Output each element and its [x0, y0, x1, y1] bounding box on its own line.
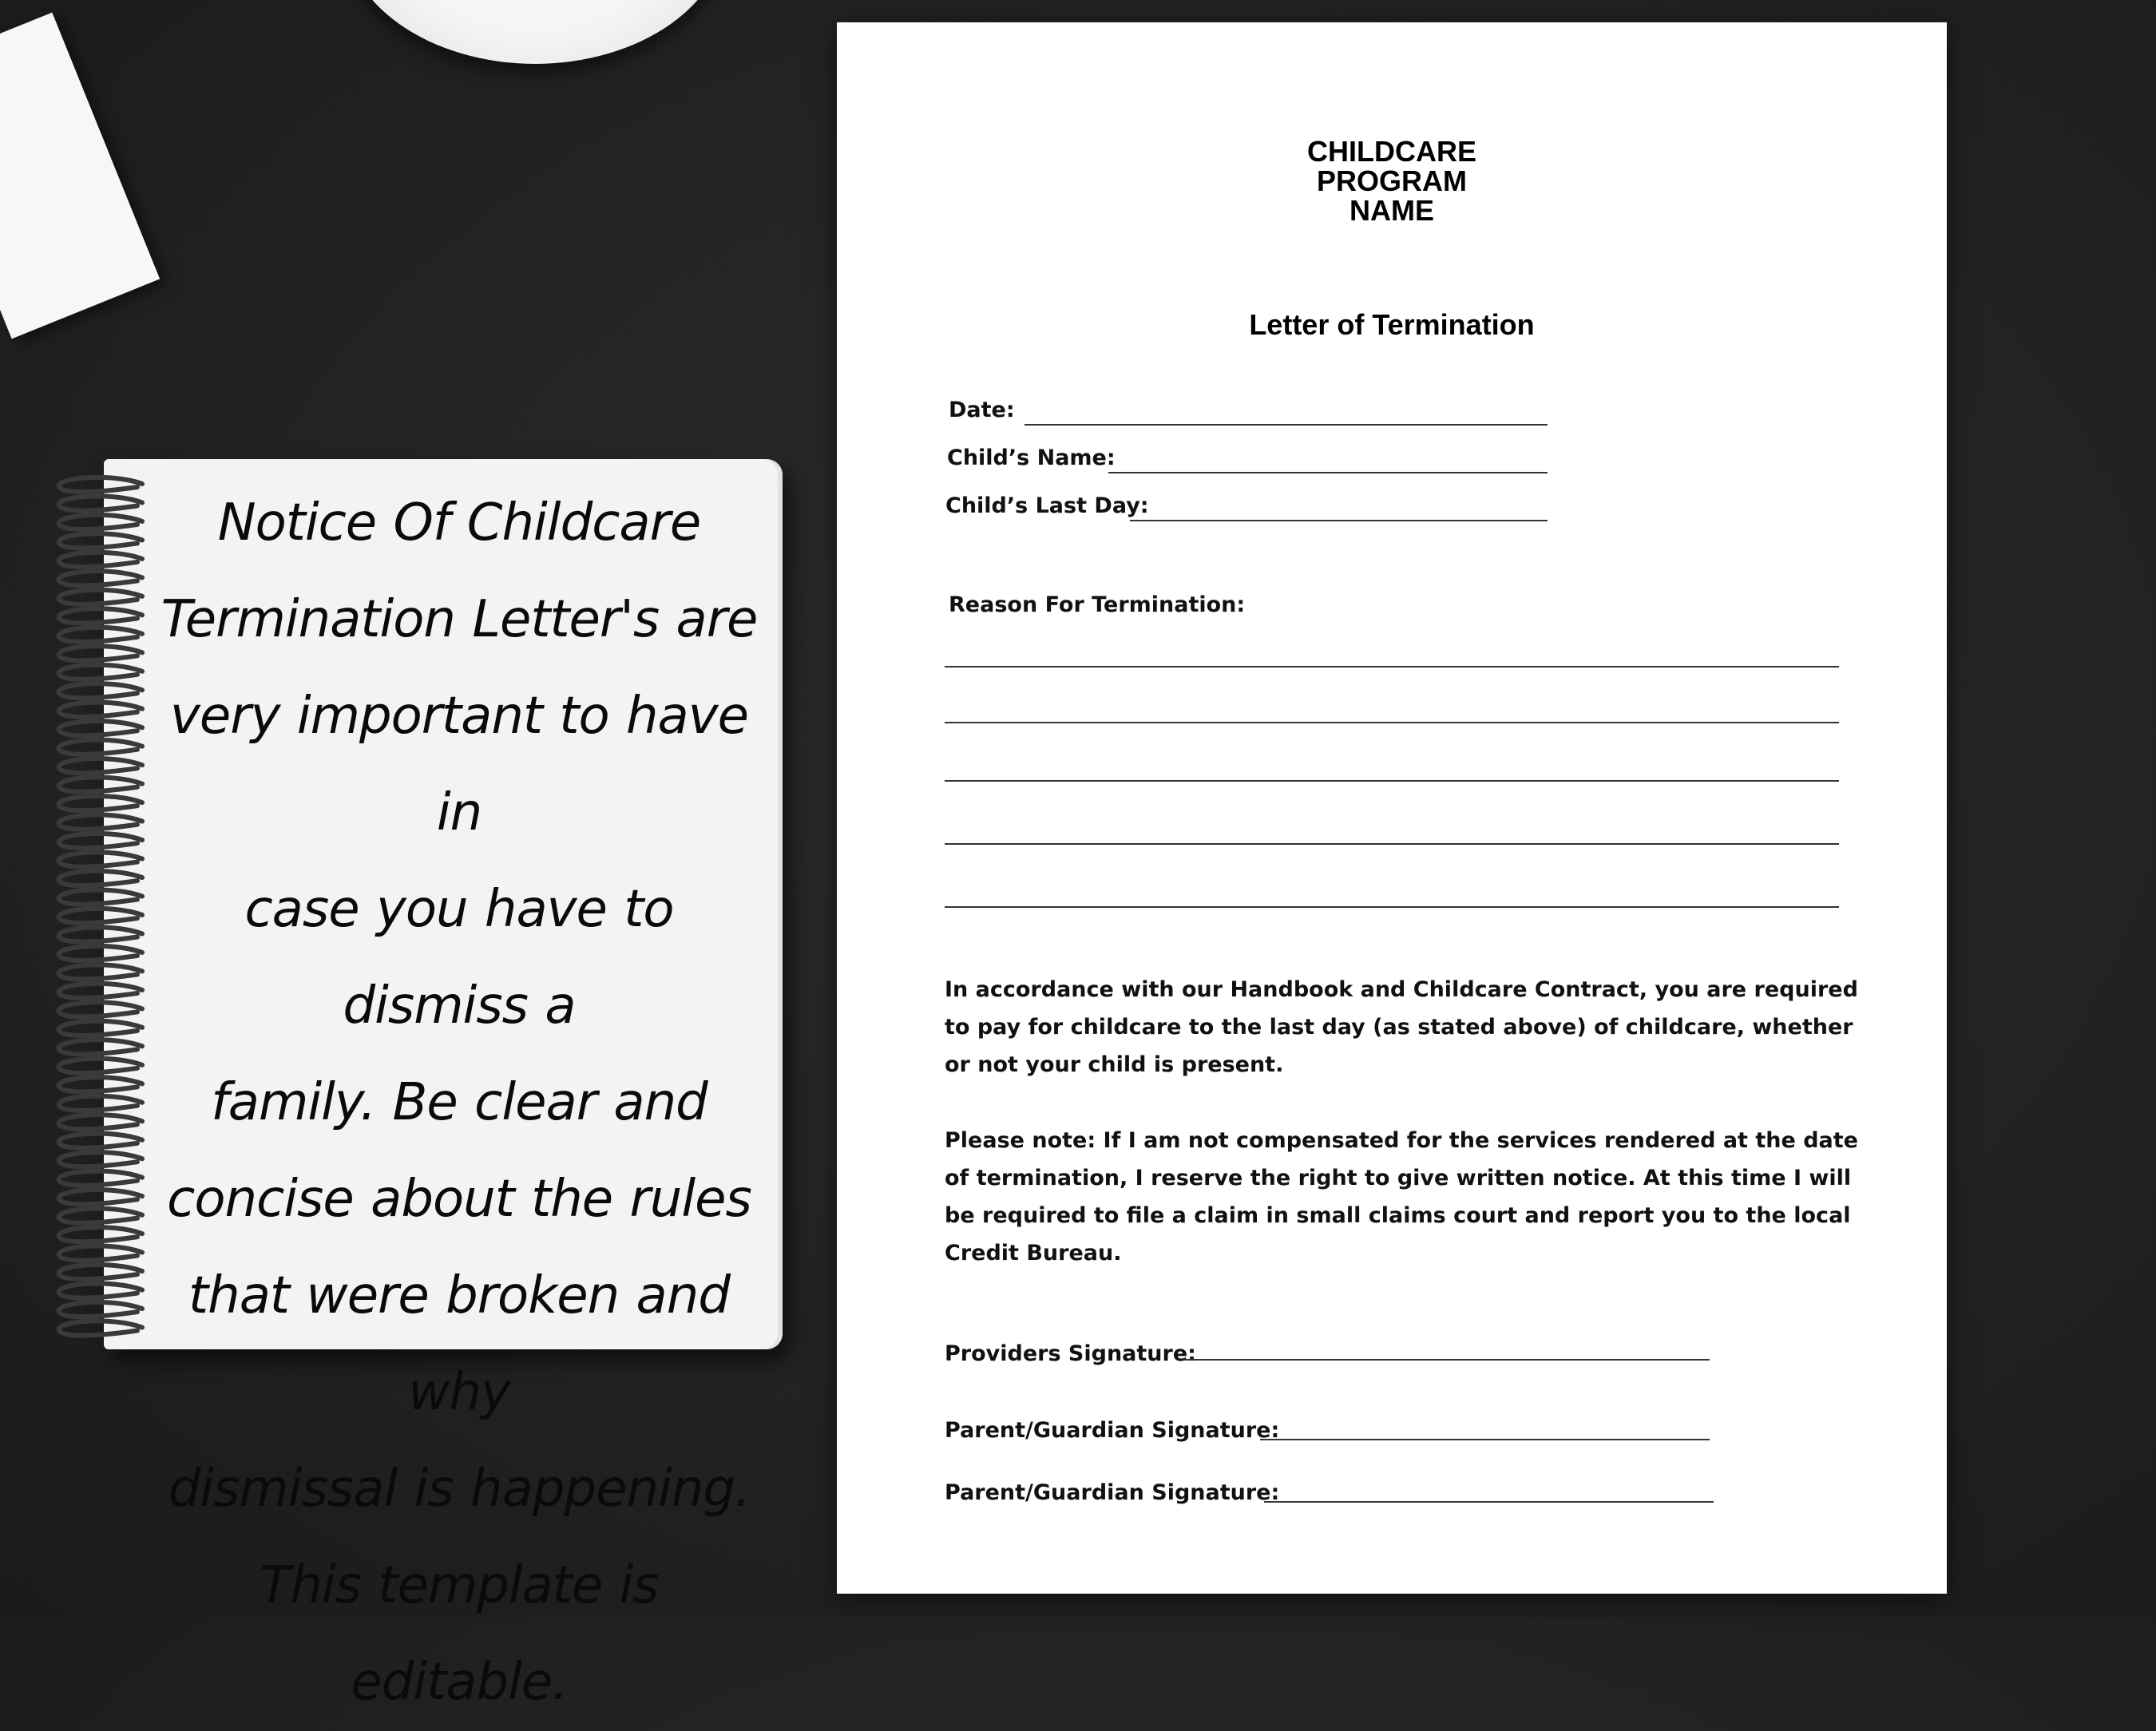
spiral-coil [59, 533, 142, 548]
spiral-coil [59, 721, 142, 735]
childs-last-day-field[interactable] [1130, 520, 1548, 521]
reason-line[interactable] [945, 906, 1839, 908]
spiral-coil [59, 909, 142, 923]
spiral-coil [59, 1021, 142, 1036]
notebook-text [156, 475, 763, 1712]
spiral-coil [59, 1321, 142, 1335]
spiral-coil [59, 740, 142, 755]
spiral-coil [59, 703, 142, 717]
spiral-coil [59, 571, 142, 585]
spiral-coil [59, 946, 142, 961]
provider-signature-label: Providers Signature: [945, 1341, 1196, 1366]
spiral-coil [59, 496, 142, 510]
spiral-coil [59, 984, 142, 998]
program-name [837, 137, 1947, 225]
termination-letter-page [837, 22, 1947, 1594]
reason-line[interactable] [945, 843, 1839, 845]
childs-last-day-label: Child’s Last Day: [945, 493, 1149, 518]
childs-name-field[interactable] [1108, 472, 1548, 473]
spiral-coil [59, 1115, 142, 1129]
spiral-coil [59, 852, 142, 866]
reason-line[interactable] [945, 722, 1839, 723]
spiral-coil [59, 965, 142, 979]
spiral-coil [59, 665, 142, 679]
spiral-coil [59, 553, 142, 567]
spiral-coil [59, 889, 142, 904]
parent-signature-field[interactable] [1264, 1501, 1714, 1503]
note-line: This template is editable. [260, 1556, 659, 1712]
coffee-cup [343, 0, 727, 64]
payment-terms-paragraph: In accordance with our Handbook and Childcare Contract, you are required to pay for childcare to the last day (as stated above) of childcare, whether or not your child is present. [945, 977, 1858, 1077]
childs-name-label: Child’s Name: [947, 446, 1116, 470]
spiral-coil [59, 1002, 142, 1016]
program-name-line: NAME [1349, 194, 1434, 227]
spiral-coil [59, 796, 142, 810]
provider-signature-field[interactable] [1183, 1359, 1710, 1361]
spiral-coil [59, 1227, 142, 1242]
program-name-line: CHILDCARE [1307, 135, 1476, 168]
spiral-coil [59, 628, 142, 642]
note-paragraph: Please note: If I am not compensated for the services rendered at the date of termination, I reserve the right to give written notice. At this time I will be required to file a claim in small claims court and report you to the local Credit Bureau. [945, 1128, 1858, 1266]
spiral-coil [59, 590, 142, 604]
spiral-coil [59, 477, 142, 492]
spiral-coil [59, 778, 142, 792]
spiral-coil [59, 1096, 142, 1111]
reason-line[interactable] [945, 666, 1839, 667]
spiral-coil [59, 1209, 142, 1223]
note-line: that were broken and why [188, 1266, 730, 1422]
spiral-coil [59, 515, 142, 529]
spiral-coil [59, 1040, 142, 1054]
white-card [0, 13, 160, 339]
spiral-coil [59, 1059, 142, 1073]
note-line: case you have to dismiss a [244, 880, 674, 1036]
spiral-coil [59, 1134, 142, 1148]
spiral-coil [59, 1171, 142, 1186]
spiral-coil [59, 927, 142, 941]
spiral-coil [59, 1283, 142, 1297]
spiral-coil [59, 1152, 142, 1167]
spiral-coil [59, 608, 142, 623]
note-line: concise about the rules [167, 1170, 751, 1229]
date-field[interactable] [1024, 424, 1548, 426]
reason-label: Reason For Termination: [949, 592, 1246, 617]
spiral-coil [59, 646, 142, 660]
spiral-coil [59, 1302, 142, 1317]
reason-line[interactable] [945, 780, 1839, 782]
parent-signature-label: Parent/Guardian Signature: [945, 1418, 1280, 1443]
note-line: dismissal is happening. [168, 1460, 751, 1519]
parent-signature-label: Parent/Guardian Signature: [945, 1480, 1280, 1505]
note-line: Notice Of Childcare [217, 493, 701, 553]
spiral-coil [59, 1077, 142, 1091]
note-line: very important to have in [170, 687, 748, 842]
spiral-coil [59, 815, 142, 830]
parent-signature-field[interactable] [1260, 1439, 1710, 1440]
spiral-coil [59, 1265, 142, 1279]
spiral-coil [59, 1246, 142, 1261]
program-name-line: PROGRAM [1317, 164, 1467, 197]
spiral-coil [59, 834, 142, 848]
spiral-coil [59, 683, 142, 698]
note-line: family. Be clear and [211, 1073, 707, 1132]
document-title: Letter of Termination [1249, 308, 1535, 341]
spiral-coil [59, 759, 142, 773]
spiral-coil [59, 871, 142, 885]
notebook-spiral-binding [48, 471, 152, 1349]
note-line: Termination Letter's are [161, 590, 758, 649]
spiral-coil [59, 1190, 142, 1204]
date-label: Date: [949, 398, 1015, 422]
